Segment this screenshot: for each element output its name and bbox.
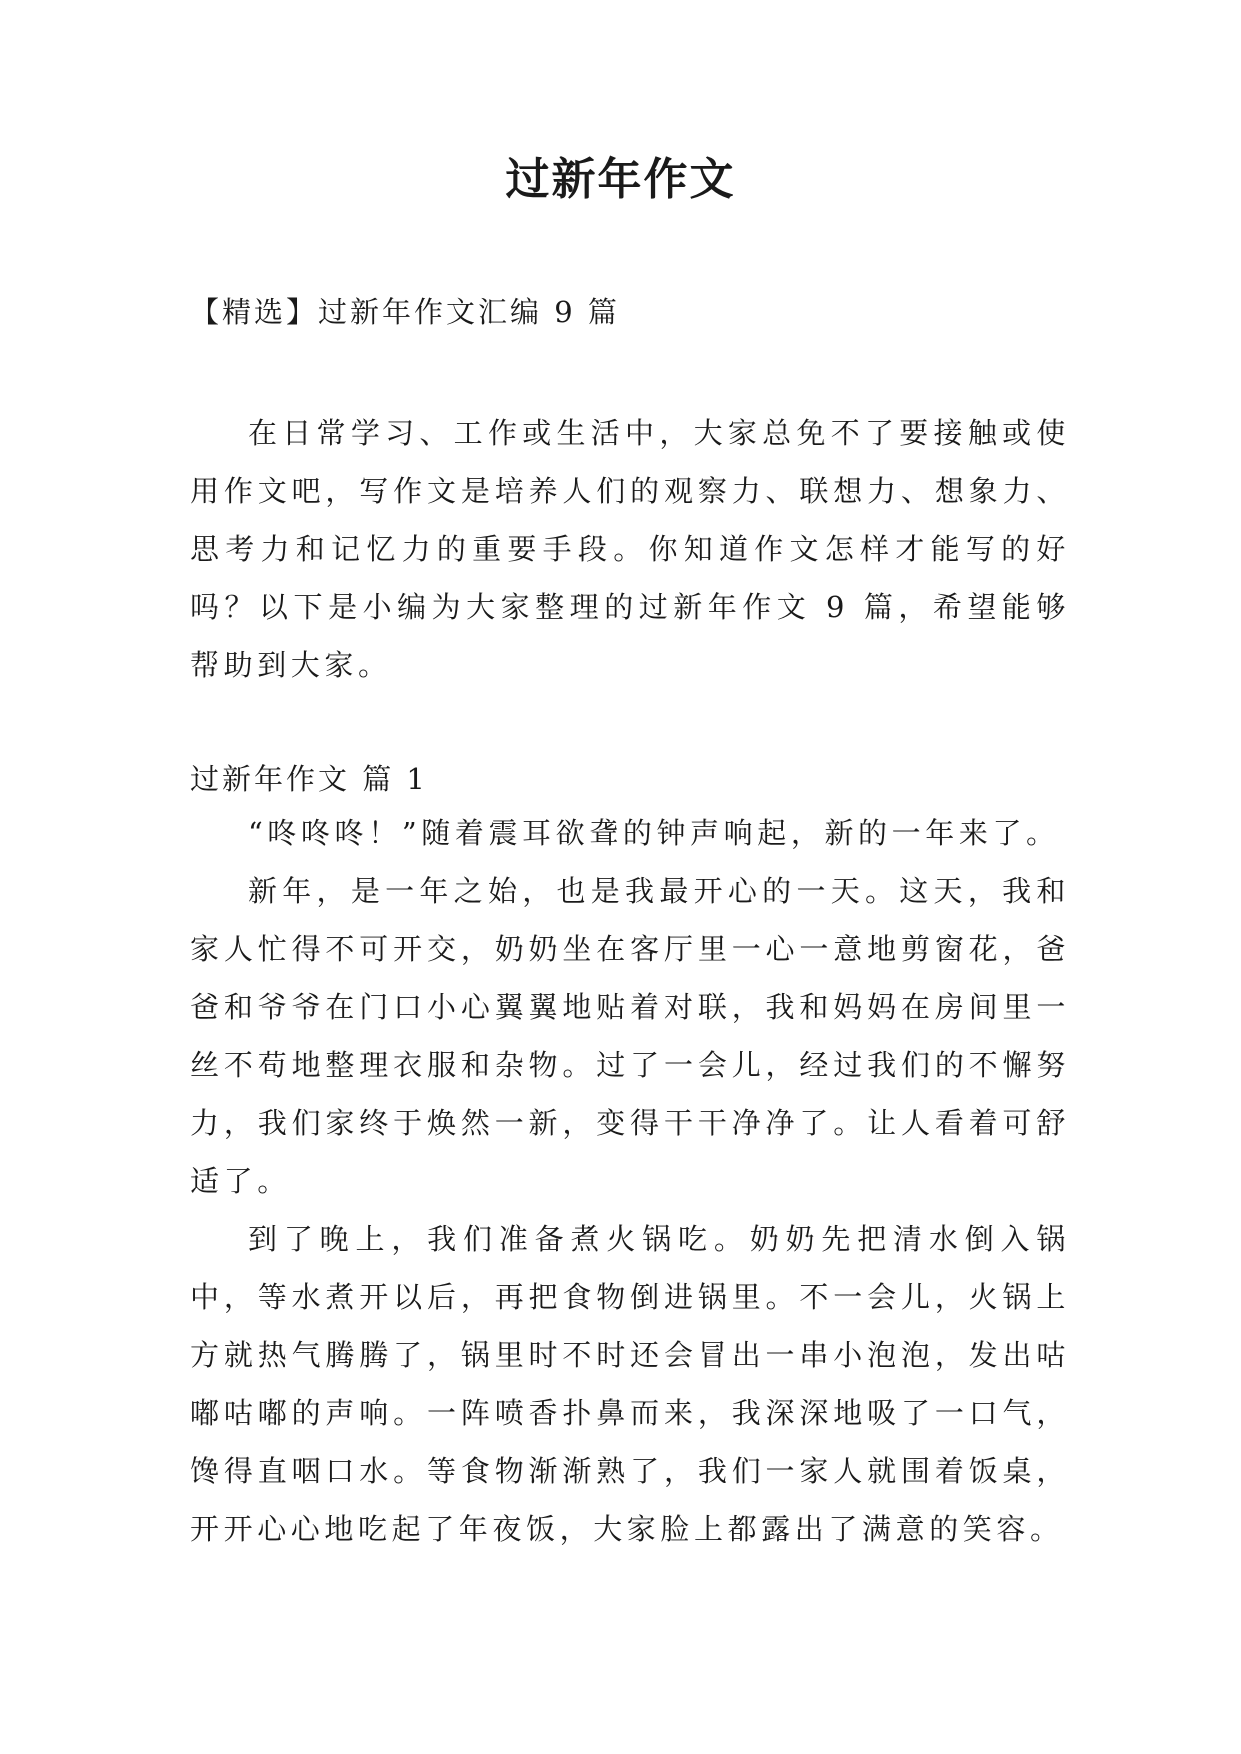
essay-paragraph: 到了晚上，我们准备煮火锅吃。奶奶先把清水倒入锅中，等水煮开以后，再把食物倒进锅里。不一会儿，火锅上方就热气腾腾了，锅里时不时还会冒出一串小泡泡，发出咕嘟咕嘟的声响。一阵喷香扑鼻而来，我深深地吸了一口气，馋得直咽口水。等食物渐渐熟了，我们一家人就围着饭桌，开开心心地吃起了年夜饭，大家脸上都露出了满意的笑容。 xyxy=(190,1222,1070,1546)
document-subtitle: 【精选】过新年作文汇编 9 篇 xyxy=(190,295,620,329)
essay-paragraph: 新年，是一年之始，也是我最开心的一天。这天，我和家人忙得不可开交，奶奶坐在客厅里一心一意地剪窗花，爸爸和爷爷在门口小心翼翼地贴着对联，我和妈妈在房间里一丝不苟地整理衣服和杂物。过了一会儿，经过我们的不懈努力，我们家终于焕然一新，变得干干净净了。让人看着可舒适了。 xyxy=(190,874,1070,1198)
intro-paragraph: 在日常学习、工作或生活中，大家总免不了要接触或使用作文吧，写作文是培养人们的观察力、联想力、想象力、思考力和记忆力的重要手段。你知道作文怎样才能写的好吗？以下是小编为大家整理的过新年作文 9 篇，希望能够帮助到大家。 xyxy=(190,416,1070,682)
essay-paragraph: “咚咚咚！”随着震耳欲聋的钟声响起，新的一年来了。 xyxy=(248,816,1060,850)
intro-block xyxy=(190,404,1070,694)
essay-body xyxy=(190,804,1070,1558)
section-heading: 过新年作文 篇 1 xyxy=(190,762,428,796)
document-title: 过新年作文 xyxy=(505,154,736,205)
